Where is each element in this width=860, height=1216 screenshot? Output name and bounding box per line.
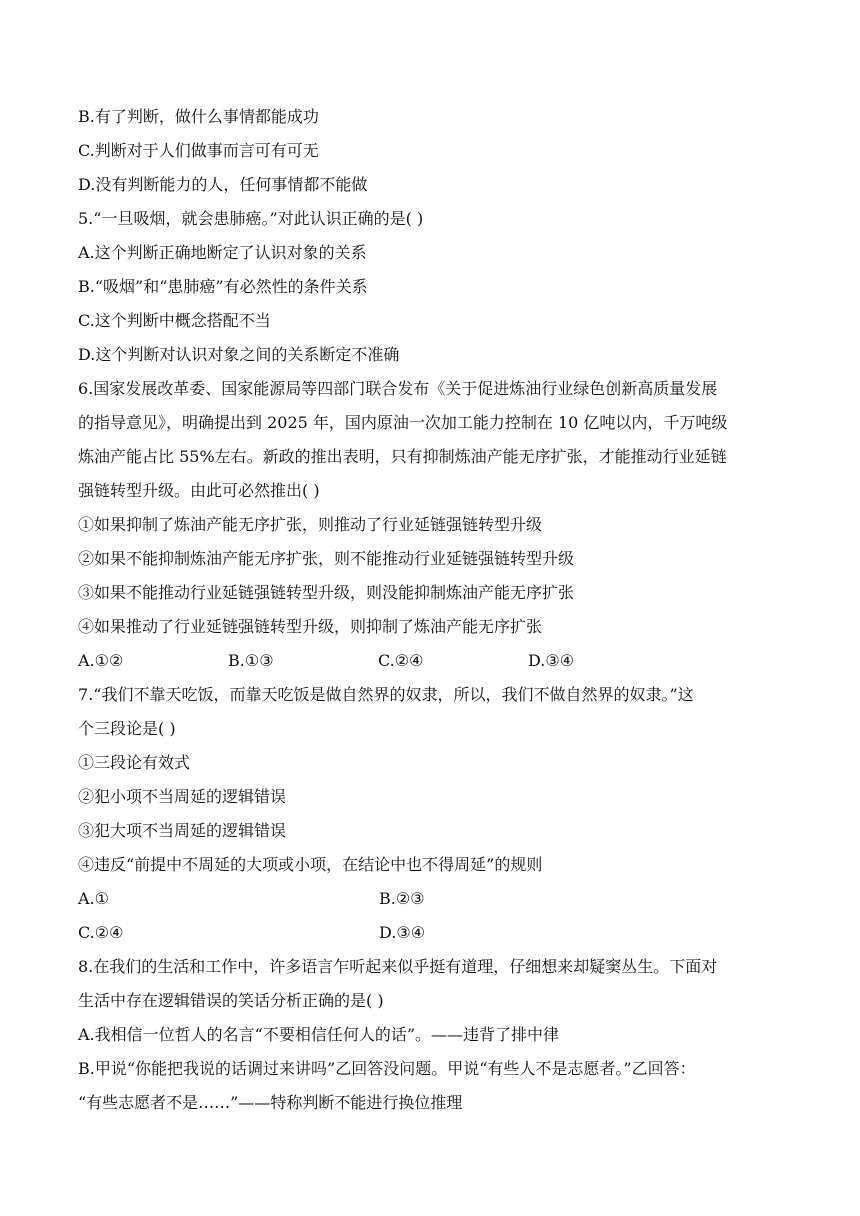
option-a: A.这个判断正确地断定了认识对象的关系 [78, 243, 367, 262]
option-b: B.“吸烟”和“患肺癌”有必然性的条件关系 [78, 277, 368, 296]
question-stem-line: 生活中存在逻辑错误的笑话分析正确的是( ) [78, 991, 384, 1010]
answer-options [78, 644, 790, 678]
option-b: B.甲说“你能把我说的话调过来讲吗”乙回答没问题。甲说“有些人不是志愿者。”乙回答： [78, 1059, 696, 1078]
option-a: A.① [78, 889, 109, 908]
question-stem-line: 6.国家发展改革委、国家能源局等四部门联合发布《关于促进炼油行业绿色创新高质量发展 [78, 379, 718, 398]
option-d: D.③④ [379, 923, 426, 942]
option-b: B.②③ [379, 889, 425, 908]
statement-2: ②如果不能抑制炼油产能无序扩张，则不能推动行业延链强链转型升级 [78, 549, 575, 568]
option-d: D.没有判断能力的人，任何事情都不能做 [78, 175, 368, 194]
answer-options-row-2 [78, 916, 790, 950]
option-c: C.②④ [78, 923, 124, 942]
question-5 [78, 202, 790, 372]
statement-3: ③犯大项不当周延的逻辑错误 [78, 821, 287, 840]
option-c: C.②④ [378, 651, 424, 670]
answer-options-row-1 [78, 882, 790, 916]
option-d: D.③④ [528, 651, 575, 670]
option-b-continued: “有些志愿者不是……”——特称判断不能进行换位推理 [78, 1093, 463, 1112]
option-c: C.这个判断中概念搭配不当 [78, 311, 271, 330]
question-8 [78, 950, 790, 1120]
question-7 [78, 678, 790, 950]
question-stem-line: 强链转型升级。由此可必然推出( ) [78, 481, 320, 500]
statement-4: ④违反“前提中不周延的大项或小项，在结论中也不得周延”的规则 [78, 855, 543, 874]
question-stem: 5.“一旦吸烟，就会患肺癌。”对此认识正确的是( ) [78, 209, 424, 228]
option-b: B.①③ [228, 651, 274, 670]
option-d: D.这个判断对认识对象之间的关系断定不准确 [78, 345, 400, 364]
option-c: C.判断对于人们做事而言可有可无 [78, 141, 319, 160]
option-a: A.①② [78, 651, 124, 670]
statement-1: ①三段论有效式 [78, 753, 191, 772]
option-b: B.有了判断，做什么事情都能成功 [78, 107, 319, 126]
question-stem-line: 7.“我们不靠天吃饭，而靠天吃饭是做自然界的奴隶，所以，我们不做自然界的奴隶。”这 [78, 685, 694, 704]
question-4-options [78, 100, 790, 202]
statement-2: ②犯小项不当周延的逻辑错误 [78, 787, 287, 806]
question-6 [78, 372, 790, 678]
statement-4: ④如果推动了行业延链强链转型升级，则抑制了炼油产能无序扩张 [78, 617, 543, 636]
question-stem-line: 8.在我们的生活和工作中，许多语言乍听起来似乎挺有道理，仔细想来却疑窦丛生。下面对 [78, 957, 718, 976]
question-stem-line: 的指导意见》，明确提出到 2025 年，国内原油一次加工能力控制在 10 亿吨以内，千万吨级 [78, 413, 728, 432]
question-stem-line: 个三段论是( ) [78, 719, 176, 738]
question-stem-line: 炼油产能占比 55%左右。新政的推出表明，只有抑制炼油产能无序扩张，才能推动行业延链 [78, 447, 727, 466]
statement-3: ③如果不能推动行业延链强链转型升级，则没能抑制炼油产能无序扩张 [78, 583, 575, 602]
option-a: A.我相信一位哲人的名言“不要相信任何人的话”。——违背了排中律 [78, 1025, 560, 1044]
exam-page [78, 100, 790, 1120]
statement-1: ①如果抑制了炼油产能无序扩张，则推动了行业延链强链转型升级 [78, 515, 543, 534]
